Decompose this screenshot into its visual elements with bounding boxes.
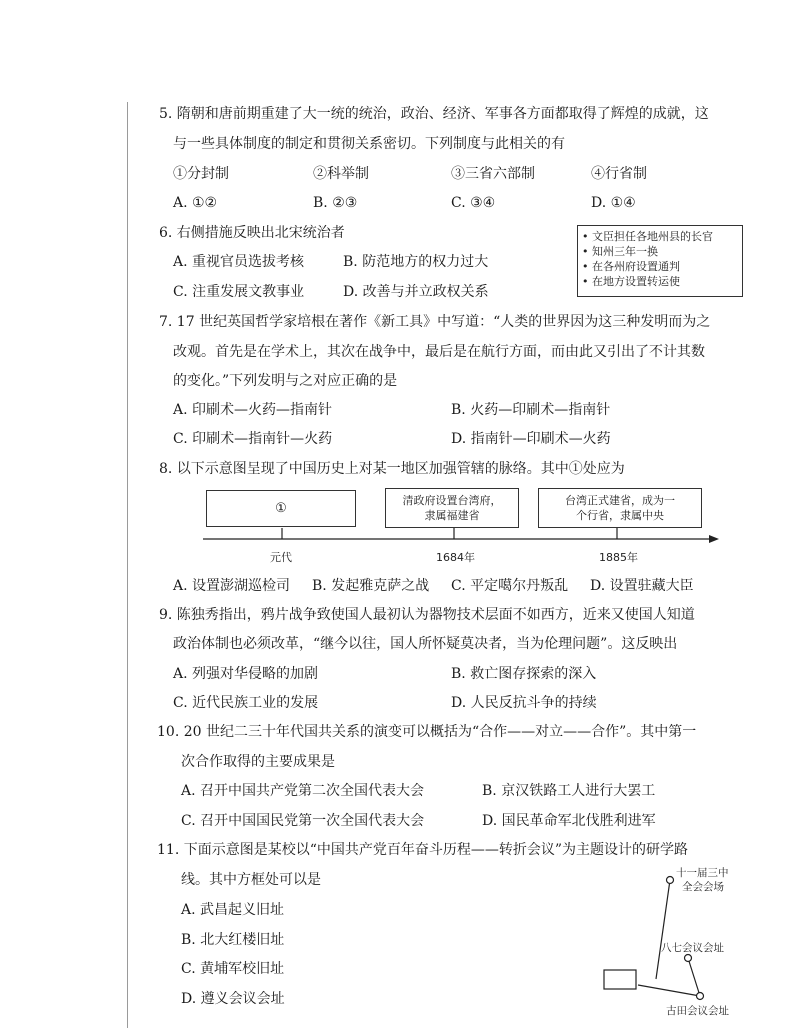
q10-option-b[interactable]: B. 京汉铁路工人进行大罢工 [482,783,656,799]
q8-option-c[interactable]: C. 平定噶尔丹叛乱 [451,578,569,594]
q7-option-c[interactable]: C. 印刷术—指南针—火药 [173,431,333,447]
map-label-gutian-meeting: 古田会议会址 [666,1005,729,1017]
q11-option-a[interactable]: A. 武昌起义旧址 [181,902,285,918]
q5-stem-line2: 与一些具体制度的制定和贯彻关系密切。下列制度与此相关的有 [173,136,565,152]
q9-option-a[interactable]: A. 列强对华侵略的加剧 [173,666,319,682]
q8-option-d[interactable]: D. 设置驻藏大臣 [590,578,694,594]
q11-stem-line2: 线。其中方框处可以是 [181,872,321,888]
q10-option-d[interactable]: D. 国民革命军北伐胜利进军 [482,813,656,829]
route-blank-box [604,970,636,989]
map-label-bayi-meeting: 八七会议会址 [661,942,724,954]
q5-item-2: ②科举制 [313,166,369,182]
timeline-arrow-icon [709,535,719,543]
q7-stem-line3: 的变化。”下列发明与之对应正确的是 [173,373,398,389]
route-node-icon [685,955,692,962]
q11-option-b[interactable]: B. 北大红楼旧址 [181,932,285,948]
q8-box-unknown [206,490,356,527]
q8-stem: 8. 以下示意图呈现了中国历史上对某一地区加强管辖的脉络。其中①处应为 [159,461,625,477]
q5-option-c[interactable]: C. ③④ [451,195,496,211]
q8-label-yuan: 元代 [270,551,292,564]
map-label-third-plenum-1: 十一届三中 [676,867,729,879]
route-segment [656,880,670,979]
q6-box-item: • 文臣担任各地州县的长官 [582,230,713,243]
q9-option-c[interactable]: C. 近代民族工业的发展 [173,695,319,711]
route-segment [656,958,688,979]
q11-option-c[interactable]: C. 黄埔军校旧址 [181,961,285,977]
q5-option-a[interactable]: A. ①② [173,195,218,211]
q8-box-taiwan-prefecture [385,488,519,528]
q11-stem-line1: 11. 下面示意图是某校以“中国共产党百年奋斗历程——转折会议”为主题设计的研学路 [157,842,689,858]
q8-box3-line2: 个行省，隶属中央 [576,509,664,522]
q9-option-d[interactable]: D. 人民反抗斗争的持续 [451,695,597,711]
q5-item-1: ①分封制 [173,166,229,182]
q6-option-d[interactable]: D. 改善与并立政权关系 [343,284,489,300]
q10-option-a[interactable]: A. 召开中国共产党第二次全国代表大会 [181,783,425,799]
q6-measures-box [577,225,743,297]
q6-box-item: • 在地方设置转运使 [582,275,680,288]
margin-rule [127,102,128,1028]
q8-box1-text: ① [275,501,287,516]
q11-option-d[interactable]: D. 遵义会议会址 [181,991,285,1007]
q8-timeline [195,526,725,548]
q7-stem-line1: 7. 17 世纪英国哲学家培根在著作《新工具》中写道：“人类的世界因为这三种发明而为之 [159,314,711,330]
q5-item-3: ③三省六部制 [451,166,535,182]
q7-option-a[interactable]: A. 印刷术—火药—指南针 [173,402,333,418]
q10-stem-line1: 10. 20 世纪二三十年代国共关系的演变可以概括为“合作——对立——合作”。其中第一 [157,724,697,740]
q9-stem-line2: 政治体制也必须改革，“继今以往，国人所怀疑莫决者，当为伦理问题”。这反映出 [173,636,678,652]
route-node-icon [697,993,704,1000]
q9-stem-line1: 9. 陈独秀指出，鸦片战争致使国人最初认为器物技术层面不如西方，近来又使国人知道 [159,607,695,623]
q8-option-a[interactable]: A. 设置澎湖巡检司 [173,578,291,594]
q8-box2-line1: 清政府设置台湾府， [402,494,502,507]
map-label-third-plenum-2: 全会会场 [682,881,724,893]
q8-box2-line2: 隶属福建省 [424,509,480,522]
q8-box3-line1: 台湾正式建省，成为一 [565,494,675,507]
q8-label-1885: 1885年 [599,551,638,564]
q5-stem-line1: 5. 隋朝和唐前期重建了大一统的统治，政治、经济、军事各方面都取得了辉煌的成就，这 [159,106,709,122]
q8-label-1684: 1684年 [436,551,475,564]
q7-option-d[interactable]: D. 指南针—印刷术—火药 [451,431,611,447]
q5-option-b[interactable]: B. ②③ [313,195,358,211]
q8-box-taiwan-province [538,488,702,528]
q6-box-item: • 知州三年一换 [582,245,658,258]
route-segment [638,985,700,996]
q6-option-b[interactable]: B. 防范地方的权力过大 [343,254,489,270]
q10-option-c[interactable]: C. 召开中国国民党第一次全国代表大会 [181,813,425,829]
q6-stem: 6. 右侧措施反映出北宋统治者 [159,225,345,241]
q5-item-4: ④行省制 [591,166,647,182]
q9-option-b[interactable]: B. 救亡图存探索的深入 [451,666,597,682]
q10-stem-line2: 次合作取得的主要成果是 [181,754,335,770]
q6-option-c[interactable]: C. 注重发展文教事业 [173,284,305,300]
q7-option-b[interactable]: B. 火药—印刷术—指南针 [451,402,611,418]
q5-option-d[interactable]: D. ①④ [591,195,636,211]
q8-option-b[interactable]: B. 发起雅克萨之战 [312,578,430,594]
route-segment [688,958,700,996]
q6-box-item: • 在各州府设置通判 [582,260,680,273]
route-node-icon [667,877,674,884]
q7-stem-line2: 改观。首先是在学术上，其次在战争中，最后是在航行方面，而由此又引出了不计其数 [173,344,705,360]
q6-option-a[interactable]: A. 重视官员选拔考核 [173,254,305,270]
